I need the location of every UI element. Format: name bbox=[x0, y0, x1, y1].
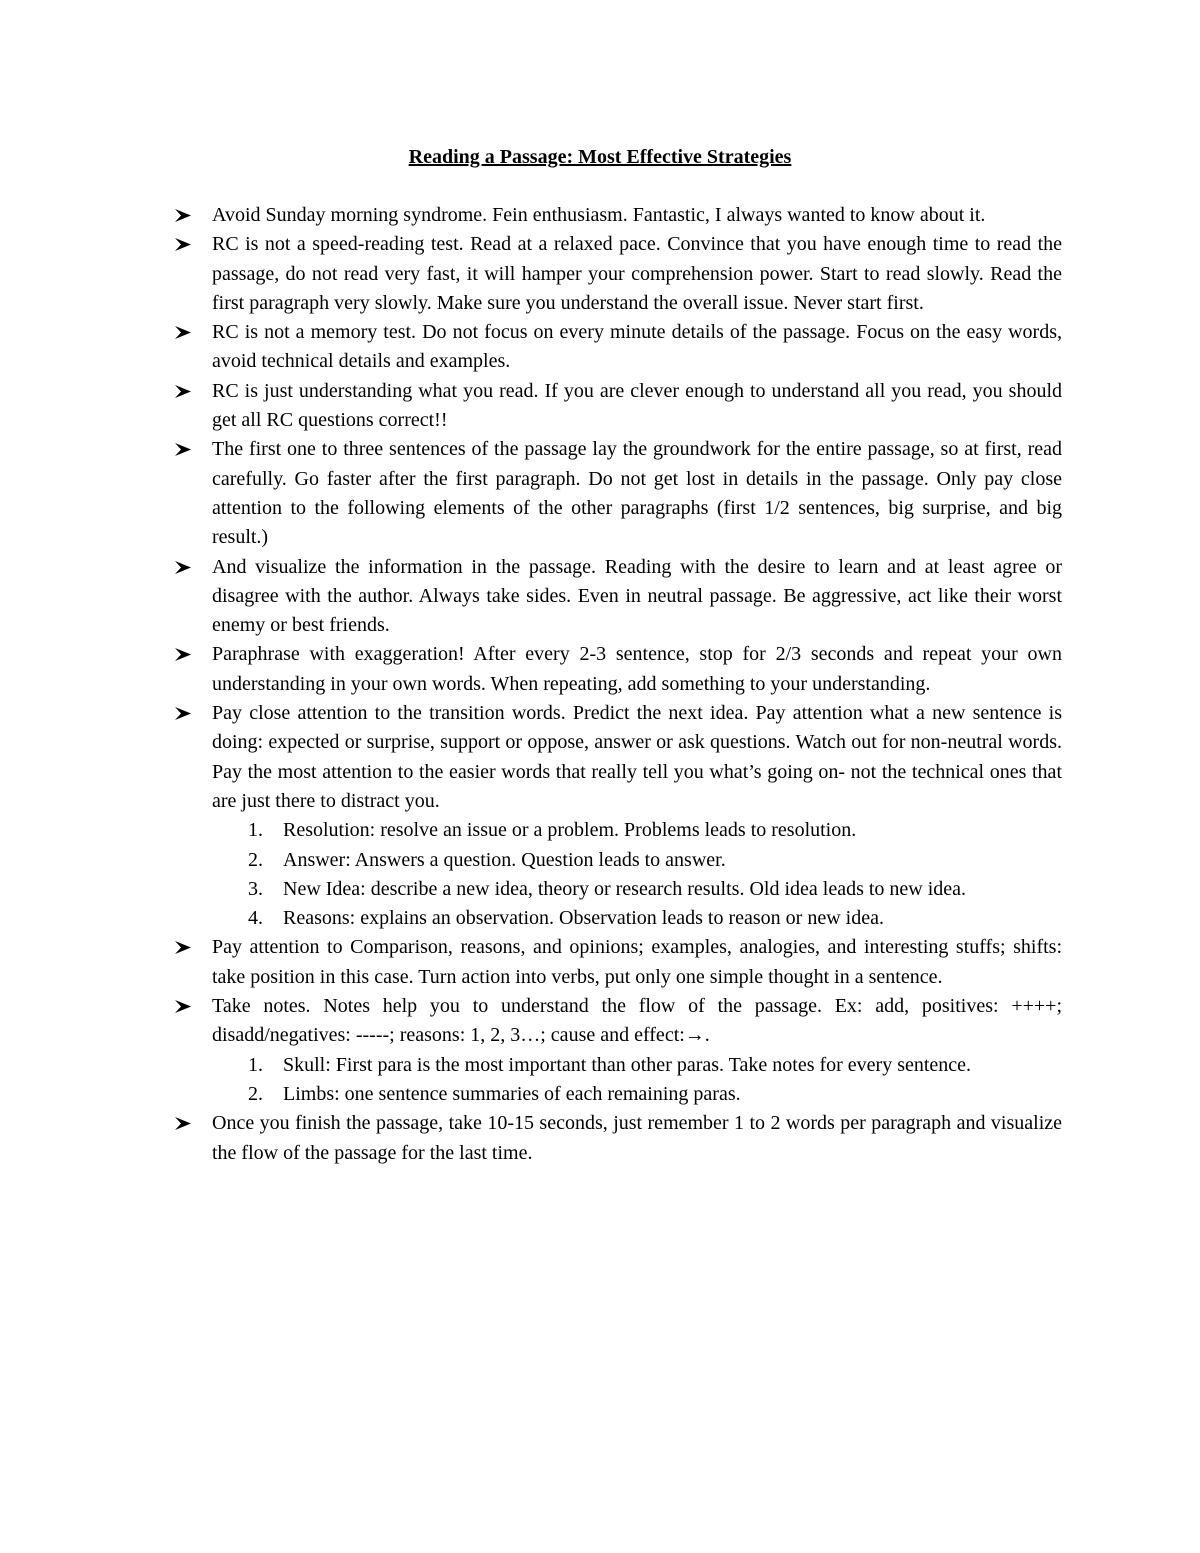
strategy-list bbox=[174, 201, 1062, 1168]
list-item-text: The first one to three sentences of the passage lay the groundwork for the entire passage, so at first, read carefully. Go faster after the first paragraph. Do not get lost in details in the passage. Only pay close attention to the following elements of the other paragraphs (first 1/2 sentences, big surprise, and big result.) bbox=[212, 438, 1062, 549]
list-item bbox=[174, 553, 1062, 641]
arrow-bullet-icon bbox=[174, 435, 198, 464]
list-item-text: Pay close attention to the transition words. Predict the next idea. Pay attention what a new sentence is doing: expected or surprise, support or oppose, answer or ask questions. Watch out for non-neutral words. Pay the most attention to the easier words that really tell you what’s going on- not the technical ones that are just there to distract you. bbox=[212, 702, 1062, 812]
arrow-bullet-icon bbox=[174, 318, 198, 347]
list-item bbox=[174, 201, 1062, 230]
arrow-bullet-icon bbox=[174, 640, 198, 669]
list-item bbox=[174, 435, 1062, 552]
sub-list-text: Limbs: one sentence summaries of each remaining paras. bbox=[283, 1082, 741, 1105]
sub-list-text: Answer: Answers a question. Question leads to answer. bbox=[283, 848, 726, 871]
arrow-bullet-icon bbox=[174, 933, 198, 962]
note-parts-list bbox=[212, 1051, 1062, 1110]
sub-list-item bbox=[212, 904, 1062, 933]
list-item bbox=[174, 318, 1062, 377]
sub-list-number: 1. bbox=[248, 819, 263, 842]
sub-list-text: Skull: First para is the most important than other paras. Take notes for every sentence. bbox=[283, 1053, 972, 1076]
sub-list-item bbox=[212, 1080, 1062, 1109]
page-title: Reading a Passage: Most Effective Strategies bbox=[408, 146, 792, 168]
list-item-text: Once you finish the passage, take 10-15 seconds, just remember 1 to 2 words per paragraph and visualize the flow of the passage for the last time. bbox=[212, 1112, 1062, 1164]
transition-types-list bbox=[212, 816, 1062, 933]
sub-list-item bbox=[212, 846, 1062, 875]
arrow-bullet-icon bbox=[174, 1109, 198, 1138]
list-item-text: Take notes. Notes help you to understand the flow of the passage. Ex: add, positives: ++++; disadd/negatives: -----; reasons: 1, 2, 3…; cause and effect:→. bbox=[212, 995, 1062, 1047]
list-item-text: RC is not a memory test. Do not focus on every minute details of the passage. Focus on the easy words, avoid technical details and examples. bbox=[212, 321, 1062, 373]
list-item bbox=[174, 1109, 1062, 1168]
arrow-bullet-icon bbox=[174, 230, 198, 259]
arrow-bullet-icon bbox=[174, 201, 198, 230]
arrow-bullet-icon bbox=[174, 377, 198, 406]
sub-list-text: New Idea: describe a new idea, theory or research results. Old idea leads to new idea. bbox=[283, 877, 967, 900]
list-item bbox=[174, 699, 1062, 933]
sub-list-number: 4. bbox=[248, 907, 263, 930]
list-item bbox=[174, 230, 1062, 318]
sub-list-item bbox=[212, 875, 1062, 904]
list-item-text: Pay attention to Comparison, reasons, and opinions; examples, analogies, and interesting stuffs; shifts: take position in this case. Turn action into verbs, put only one simple thought in a sentence. bbox=[212, 936, 1062, 988]
list-item-text: Avoid Sunday morning syndrome. Fein enthusiasm. Fantastic, I always wanted to know about it. bbox=[212, 204, 986, 226]
sub-list-item bbox=[212, 1051, 1062, 1080]
list-item bbox=[174, 640, 1062, 699]
sub-list-number: 2. bbox=[248, 848, 263, 871]
list-item-text: Paraphrase with exaggeration! After every 2-3 sentence, stop for 2/3 seconds and repeat your own understanding in your own words. When repeating, add something to your understanding. bbox=[212, 643, 1062, 695]
list-item bbox=[174, 377, 1062, 436]
arrow-bullet-icon bbox=[174, 699, 198, 728]
sub-list-number: 3. bbox=[248, 877, 263, 900]
list-item bbox=[174, 992, 1062, 1109]
list-item-text: RC is just understanding what you read. If you are clever enough to understand all you read, you should get all RC questions correct!! bbox=[212, 379, 1062, 432]
sub-list-text: Reasons: explains an observation. Observation leads to reason or new idea. bbox=[283, 907, 884, 930]
list-item-text: RC is not a speed-reading test. Read at a relaxed pace. Convince that you have enough time to read the passage, do not read very fast, it will hamper your comprehension power. Start to read slowly. Read the first paragraph very slowly. Make sure you understand the overall issue. Never start first. bbox=[212, 233, 1062, 314]
sub-list-item bbox=[212, 816, 1062, 845]
list-item bbox=[174, 933, 1062, 992]
sub-list-text: Resolution: resolve an issue or a problem. Problems leads to resolution. bbox=[283, 819, 857, 842]
arrow-bullet-icon bbox=[174, 992, 198, 1021]
arrow-bullet-icon bbox=[174, 553, 198, 582]
list-item-text: And visualize the information in the passage. Reading with the desire to learn and at least agree or disagree with the author. Always take sides. Even in neutral passage. Be aggressive, act like their worst enemy or best friends. bbox=[212, 555, 1062, 637]
sub-list-number: 2. bbox=[248, 1082, 263, 1105]
sub-list-number: 1. bbox=[248, 1053, 263, 1076]
